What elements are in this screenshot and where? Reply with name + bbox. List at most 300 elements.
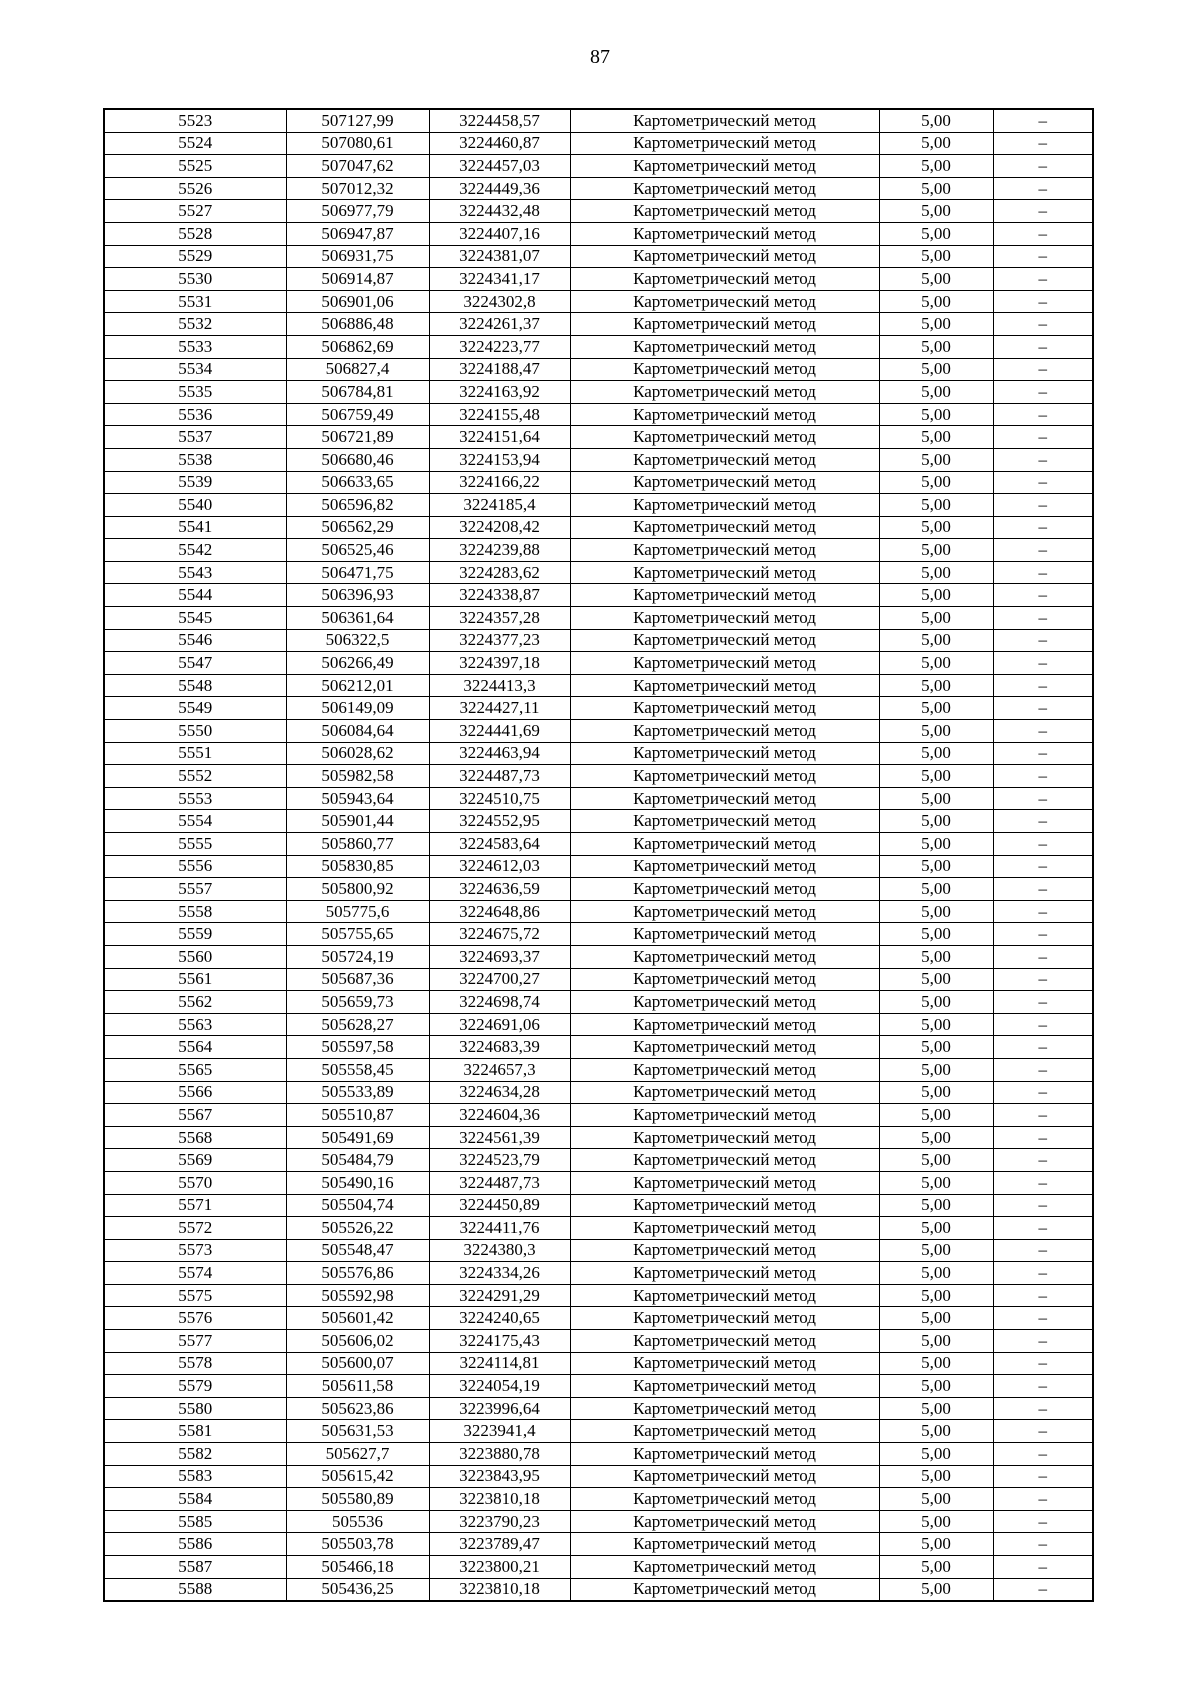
table-row [104, 1352, 1093, 1375]
accuracy-cell: 5,00 [879, 742, 993, 765]
y-coordinate-cell: 3224449,36 [429, 177, 570, 200]
x-coordinate-cell: 505558,45 [286, 1058, 429, 1081]
description-cell: – [993, 787, 1093, 810]
point-number-cell: 5532 [104, 313, 286, 336]
method-cell: Картометрический метод [570, 561, 879, 584]
description-cell: – [993, 516, 1093, 539]
description-cell: – [993, 878, 1093, 901]
y-coordinate-cell: 3224612,03 [429, 855, 570, 878]
x-coordinate-cell: 506931,75 [286, 245, 429, 268]
accuracy-cell: 5,00 [879, 1149, 993, 1172]
point-number-cell: 5574 [104, 1262, 286, 1285]
table-row [104, 1533, 1093, 1556]
y-coordinate-cell: 3224583,64 [429, 833, 570, 856]
point-number-cell: 5571 [104, 1194, 286, 1217]
accuracy-cell: 5,00 [879, 1262, 993, 1285]
point-number-cell: 5567 [104, 1104, 286, 1127]
accuracy-cell: 5,00 [879, 1465, 993, 1488]
x-coordinate-cell: 506028,62 [286, 742, 429, 765]
method-cell: Картометрический метод [570, 629, 879, 652]
table-body [104, 109, 1093, 1601]
description-cell: – [993, 629, 1093, 652]
method-cell: Картометрический метод [570, 900, 879, 923]
description-cell: – [993, 1126, 1093, 1149]
description-cell: – [993, 1443, 1093, 1466]
y-coordinate-cell: 3224487,73 [429, 1171, 570, 1194]
description-cell: – [993, 155, 1093, 178]
description-cell: – [993, 268, 1093, 291]
x-coordinate-cell: 507080,61 [286, 132, 429, 155]
accuracy-cell: 5,00 [879, 1058, 993, 1081]
description-cell: – [993, 697, 1093, 720]
table-row [104, 109, 1093, 132]
table-row [104, 177, 1093, 200]
accuracy-cell: 5,00 [879, 855, 993, 878]
point-number-cell: 5580 [104, 1397, 286, 1420]
table-row [104, 1465, 1093, 1488]
y-coordinate-cell: 3224223,77 [429, 335, 570, 358]
accuracy-cell: 5,00 [879, 1510, 993, 1533]
point-number-cell: 5523 [104, 109, 286, 132]
y-coordinate-cell: 3224208,42 [429, 516, 570, 539]
x-coordinate-cell: 505627,7 [286, 1443, 429, 1466]
point-number-cell: 5524 [104, 132, 286, 155]
point-number-cell: 5576 [104, 1307, 286, 1330]
description-cell: – [993, 674, 1093, 697]
accuracy-cell: 5,00 [879, 1194, 993, 1217]
table-row [104, 1397, 1093, 1420]
description-cell: – [993, 742, 1093, 765]
method-cell: Картометрический метод [570, 833, 879, 856]
point-number-cell: 5559 [104, 923, 286, 946]
description-cell: – [993, 1058, 1093, 1081]
x-coordinate-cell: 505623,86 [286, 1397, 429, 1420]
description-cell: – [993, 1578, 1093, 1601]
y-coordinate-cell: 3224460,87 [429, 132, 570, 155]
accuracy-cell: 5,00 [879, 1217, 993, 1240]
table-row [104, 426, 1093, 449]
point-number-cell: 5557 [104, 878, 286, 901]
method-cell: Картометрический метод [570, 787, 879, 810]
x-coordinate-cell: 506525,46 [286, 539, 429, 562]
x-coordinate-cell: 506914,87 [286, 268, 429, 291]
point-number-cell: 5534 [104, 358, 286, 381]
method-cell: Картометрический метод [570, 652, 879, 675]
method-cell: Картометрический метод [570, 742, 879, 765]
point-number-cell: 5550 [104, 720, 286, 743]
x-coordinate-cell: 505597,58 [286, 1036, 429, 1059]
accuracy-cell: 5,00 [879, 177, 993, 200]
table-row [104, 448, 1093, 471]
point-number-cell: 5565 [104, 1058, 286, 1081]
x-coordinate-cell: 505503,78 [286, 1533, 429, 1556]
point-number-cell: 5564 [104, 1036, 286, 1059]
x-coordinate-cell: 506827,4 [286, 358, 429, 381]
y-coordinate-cell: 3224648,86 [429, 900, 570, 923]
table-row [104, 1126, 1093, 1149]
y-coordinate-cell: 3224291,29 [429, 1284, 570, 1307]
table-row [104, 720, 1093, 743]
description-cell: – [993, 245, 1093, 268]
x-coordinate-cell: 506212,01 [286, 674, 429, 697]
x-coordinate-cell: 506361,64 [286, 607, 429, 630]
description-cell: – [993, 1465, 1093, 1488]
x-coordinate-cell: 506084,64 [286, 720, 429, 743]
x-coordinate-cell: 505600,07 [286, 1352, 429, 1375]
x-coordinate-cell: 506396,93 [286, 584, 429, 607]
y-coordinate-cell: 3223789,47 [429, 1533, 570, 1556]
x-coordinate-cell: 506759,49 [286, 403, 429, 426]
accuracy-cell: 5,00 [879, 516, 993, 539]
accuracy-cell: 5,00 [879, 1375, 993, 1398]
y-coordinate-cell: 3224693,37 [429, 945, 570, 968]
accuracy-cell: 5,00 [879, 290, 993, 313]
table-row [104, 787, 1093, 810]
table-row [104, 245, 1093, 268]
accuracy-cell: 5,00 [879, 471, 993, 494]
x-coordinate-cell: 506862,69 [286, 335, 429, 358]
accuracy-cell: 5,00 [879, 222, 993, 245]
point-number-cell: 5528 [104, 222, 286, 245]
table-row [104, 516, 1093, 539]
description-cell: – [993, 561, 1093, 584]
y-coordinate-cell: 3224604,36 [429, 1104, 570, 1127]
method-cell: Картометрический метод [570, 1488, 879, 1511]
point-number-cell: 5575 [104, 1284, 286, 1307]
y-coordinate-cell: 3224153,94 [429, 448, 570, 471]
y-coordinate-cell: 3224175,43 [429, 1330, 570, 1353]
y-coordinate-cell: 3223941,4 [429, 1420, 570, 1443]
x-coordinate-cell: 505687,36 [286, 968, 429, 991]
method-cell: Картометрический метод [570, 426, 879, 449]
table-row [104, 697, 1093, 720]
x-coordinate-cell: 505943,64 [286, 787, 429, 810]
x-coordinate-cell: 505631,53 [286, 1420, 429, 1443]
y-coordinate-cell: 3224552,95 [429, 810, 570, 833]
table-row [104, 765, 1093, 788]
x-coordinate-cell: 505548,47 [286, 1239, 429, 1262]
accuracy-cell: 5,00 [879, 1488, 993, 1511]
method-cell: Картометрический метод [570, 1081, 879, 1104]
accuracy-cell: 5,00 [879, 109, 993, 132]
method-cell: Картометрический метод [570, 991, 879, 1014]
y-coordinate-cell: 3223810,18 [429, 1488, 570, 1511]
y-coordinate-cell: 3223810,18 [429, 1578, 570, 1601]
x-coordinate-cell: 505615,42 [286, 1465, 429, 1488]
method-cell: Картометрический метод [570, 1239, 879, 1262]
y-coordinate-cell: 3224239,88 [429, 539, 570, 562]
description-cell: – [993, 1194, 1093, 1217]
point-number-cell: 5538 [104, 448, 286, 471]
description-cell: – [993, 720, 1093, 743]
point-number-cell: 5546 [104, 629, 286, 652]
accuracy-cell: 5,00 [879, 1307, 993, 1330]
x-coordinate-cell: 505484,79 [286, 1149, 429, 1172]
table-row [104, 1149, 1093, 1172]
point-number-cell: 5536 [104, 403, 286, 426]
method-cell: Картометрический метод [570, 268, 879, 291]
y-coordinate-cell: 3224450,89 [429, 1194, 570, 1217]
table-row [104, 1510, 1093, 1533]
accuracy-cell: 5,00 [879, 629, 993, 652]
accuracy-cell: 5,00 [879, 1330, 993, 1353]
x-coordinate-cell: 505860,77 [286, 833, 429, 856]
description-cell: – [993, 177, 1093, 200]
method-cell: Картометрический метод [570, 1171, 879, 1194]
table-row [104, 561, 1093, 584]
method-cell: Картометрический метод [570, 1420, 879, 1443]
point-number-cell: 5555 [104, 833, 286, 856]
x-coordinate-cell: 505982,58 [286, 765, 429, 788]
accuracy-cell: 5,00 [879, 155, 993, 178]
page-number: 87 [590, 46, 610, 68]
x-coordinate-cell: 505592,98 [286, 1284, 429, 1307]
point-number-cell: 5572 [104, 1217, 286, 1240]
description-cell: – [993, 1556, 1093, 1579]
point-number-cell: 5531 [104, 290, 286, 313]
method-cell: Картометрический метод [570, 945, 879, 968]
description-cell: – [993, 1217, 1093, 1240]
table-row [104, 607, 1093, 630]
method-cell: Картометрический метод [570, 403, 879, 426]
description-cell: – [993, 1149, 1093, 1172]
description-cell: – [993, 584, 1093, 607]
method-cell: Картометрический метод [570, 132, 879, 155]
method-cell: Картометрический метод [570, 765, 879, 788]
description-cell: – [993, 1081, 1093, 1104]
table-row [104, 1171, 1093, 1194]
accuracy-cell: 5,00 [879, 1284, 993, 1307]
point-number-cell: 5529 [104, 245, 286, 268]
table-row [104, 335, 1093, 358]
y-coordinate-cell: 3224188,47 [429, 358, 570, 381]
x-coordinate-cell: 506322,5 [286, 629, 429, 652]
point-number-cell: 5562 [104, 991, 286, 1014]
description-cell: – [993, 968, 1093, 991]
table-row [104, 1262, 1093, 1285]
x-coordinate-cell: 506149,09 [286, 697, 429, 720]
x-coordinate-cell: 506633,65 [286, 471, 429, 494]
table-row [104, 1284, 1093, 1307]
table-row [104, 494, 1093, 517]
y-coordinate-cell: 3224441,69 [429, 720, 570, 743]
y-coordinate-cell: 3224657,3 [429, 1058, 570, 1081]
accuracy-cell: 5,00 [879, 697, 993, 720]
y-coordinate-cell: 3224407,16 [429, 222, 570, 245]
accuracy-cell: 5,00 [879, 1578, 993, 1601]
x-coordinate-cell: 506977,79 [286, 200, 429, 223]
y-coordinate-cell: 3224114,81 [429, 1352, 570, 1375]
accuracy-cell: 5,00 [879, 132, 993, 155]
coordinates-table [103, 108, 1094, 1602]
y-coordinate-cell: 3224155,48 [429, 403, 570, 426]
accuracy-cell: 5,00 [879, 561, 993, 584]
x-coordinate-cell: 506886,48 [286, 313, 429, 336]
point-number-cell: 5582 [104, 1443, 286, 1466]
accuracy-cell: 5,00 [879, 1104, 993, 1127]
table-row [104, 1081, 1093, 1104]
table-row [104, 1330, 1093, 1353]
method-cell: Картометрический метод [570, 1036, 879, 1059]
table-row [104, 1578, 1093, 1601]
method-cell: Картометрический метод [570, 968, 879, 991]
method-cell: Картометрический метод [570, 1284, 879, 1307]
accuracy-cell: 5,00 [879, 787, 993, 810]
table-row [104, 1194, 1093, 1217]
description-cell: – [993, 1352, 1093, 1375]
description-cell: – [993, 200, 1093, 223]
accuracy-cell: 5,00 [879, 1126, 993, 1149]
point-number-cell: 5533 [104, 335, 286, 358]
accuracy-cell: 5,00 [879, 1556, 993, 1579]
point-number-cell: 5568 [104, 1126, 286, 1149]
y-coordinate-cell: 3224432,48 [429, 200, 570, 223]
point-number-cell: 5527 [104, 200, 286, 223]
y-coordinate-cell: 3224357,28 [429, 607, 570, 630]
method-cell: Картометрический метод [570, 607, 879, 630]
table-row [104, 855, 1093, 878]
table-row [104, 155, 1093, 178]
x-coordinate-cell: 507047,62 [286, 155, 429, 178]
table-row [104, 539, 1093, 562]
point-number-cell: 5540 [104, 494, 286, 517]
point-number-cell: 5579 [104, 1375, 286, 1398]
table-row [104, 268, 1093, 291]
y-coordinate-cell: 3224151,64 [429, 426, 570, 449]
accuracy-cell: 5,00 [879, 335, 993, 358]
description-cell: – [993, 222, 1093, 245]
x-coordinate-cell: 505800,92 [286, 878, 429, 901]
accuracy-cell: 5,00 [879, 1397, 993, 1420]
description-cell: – [993, 810, 1093, 833]
table-row [104, 968, 1093, 991]
x-coordinate-cell: 505536 [286, 1510, 429, 1533]
x-coordinate-cell: 505601,42 [286, 1307, 429, 1330]
x-coordinate-cell: 506947,87 [286, 222, 429, 245]
point-number-cell: 5541 [104, 516, 286, 539]
point-number-cell: 5577 [104, 1330, 286, 1353]
y-coordinate-cell: 3224381,07 [429, 245, 570, 268]
point-number-cell: 5556 [104, 855, 286, 878]
accuracy-cell: 5,00 [879, 426, 993, 449]
y-coordinate-cell: 3223880,78 [429, 1443, 570, 1466]
description-cell: – [993, 1036, 1093, 1059]
table-row [104, 1239, 1093, 1262]
method-cell: Картометрический метод [570, 855, 879, 878]
table-row [104, 132, 1093, 155]
accuracy-cell: 5,00 [879, 1533, 993, 1556]
accuracy-cell: 5,00 [879, 900, 993, 923]
method-cell: Картометрический метод [570, 1307, 879, 1330]
accuracy-cell: 5,00 [879, 765, 993, 788]
description-cell: – [993, 945, 1093, 968]
y-coordinate-cell: 3224427,11 [429, 697, 570, 720]
accuracy-cell: 5,00 [879, 539, 993, 562]
method-cell: Картометрический метод [570, 222, 879, 245]
method-cell: Картометрический метод [570, 1375, 879, 1398]
x-coordinate-cell: 505466,18 [286, 1556, 429, 1579]
x-coordinate-cell: 506596,82 [286, 494, 429, 517]
method-cell: Картометрический метод [570, 290, 879, 313]
table-row [104, 742, 1093, 765]
method-cell: Картометрический метод [570, 1397, 879, 1420]
point-number-cell: 5558 [104, 900, 286, 923]
x-coordinate-cell: 506266,49 [286, 652, 429, 675]
point-number-cell: 5542 [104, 539, 286, 562]
y-coordinate-cell: 3224338,87 [429, 584, 570, 607]
y-coordinate-cell: 3224283,62 [429, 561, 570, 584]
method-cell: Картометрический метод [570, 810, 879, 833]
description-cell: – [993, 1397, 1093, 1420]
x-coordinate-cell: 505490,16 [286, 1171, 429, 1194]
table-row [104, 200, 1093, 223]
method-cell: Картометрический метод [570, 720, 879, 743]
method-cell: Картометрический метод [570, 494, 879, 517]
method-cell: Картометрический метод [570, 448, 879, 471]
point-number-cell: 5581 [104, 1420, 286, 1443]
table-row [104, 1375, 1093, 1398]
point-number-cell: 5543 [104, 561, 286, 584]
x-coordinate-cell: 506901,06 [286, 290, 429, 313]
point-number-cell: 5563 [104, 1013, 286, 1036]
point-number-cell: 5560 [104, 945, 286, 968]
description-cell: – [993, 1330, 1093, 1353]
method-cell: Картометрический метод [570, 1013, 879, 1036]
point-number-cell: 5554 [104, 810, 286, 833]
method-cell: Картометрический метод [570, 1058, 879, 1081]
y-coordinate-cell: 3224166,22 [429, 471, 570, 494]
point-number-cell: 5535 [104, 381, 286, 404]
accuracy-cell: 5,00 [879, 1171, 993, 1194]
method-cell: Картометрический метод [570, 1510, 879, 1533]
method-cell: Картометрический метод [570, 674, 879, 697]
table-row [104, 403, 1093, 426]
method-cell: Картометрический метод [570, 313, 879, 336]
point-number-cell: 5539 [104, 471, 286, 494]
description-cell: – [993, 1420, 1093, 1443]
x-coordinate-cell: 505775,6 [286, 900, 429, 923]
table-row [104, 629, 1093, 652]
x-coordinate-cell: 505830,85 [286, 855, 429, 878]
accuracy-cell: 5,00 [879, 1443, 993, 1466]
y-coordinate-cell: 3224377,23 [429, 629, 570, 652]
x-coordinate-cell: 505724,19 [286, 945, 429, 968]
table-row [104, 1013, 1093, 1036]
method-cell: Картометрический метод [570, 1194, 879, 1217]
table-row [104, 358, 1093, 381]
accuracy-cell: 5,00 [879, 923, 993, 946]
y-coordinate-cell: 3224261,37 [429, 313, 570, 336]
point-number-cell: 5585 [104, 1510, 286, 1533]
point-number-cell: 5526 [104, 177, 286, 200]
method-cell: Картометрический метод [570, 1149, 879, 1172]
y-coordinate-cell: 3224691,06 [429, 1013, 570, 1036]
point-number-cell: 5537 [104, 426, 286, 449]
y-coordinate-cell: 3224302,8 [429, 290, 570, 313]
y-coordinate-cell: 3224634,28 [429, 1081, 570, 1104]
x-coordinate-cell: 505611,58 [286, 1375, 429, 1398]
method-cell: Картометрический метод [570, 109, 879, 132]
method-cell: Картометрический метод [570, 200, 879, 223]
x-coordinate-cell: 505504,74 [286, 1194, 429, 1217]
method-cell: Картометрический метод [570, 1330, 879, 1353]
description-cell: – [993, 900, 1093, 923]
x-coordinate-cell: 505755,65 [286, 923, 429, 946]
method-cell: Картометрический метод [570, 1533, 879, 1556]
table-row [104, 923, 1093, 946]
method-cell: Картометрический метод [570, 516, 879, 539]
point-number-cell: 5552 [104, 765, 286, 788]
